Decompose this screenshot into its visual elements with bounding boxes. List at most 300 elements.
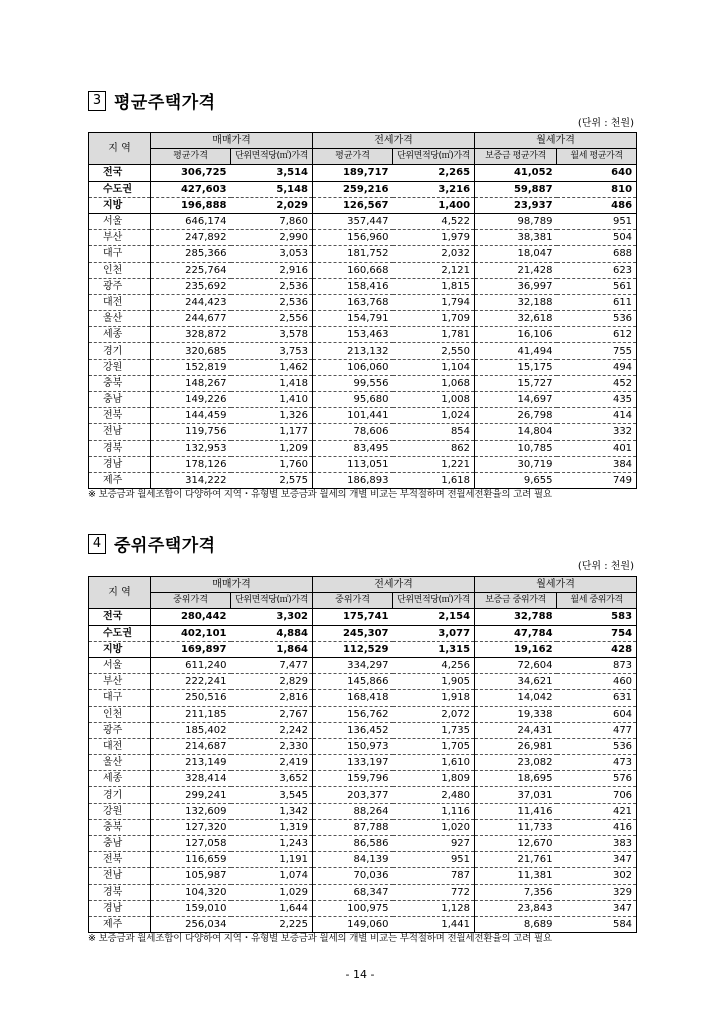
value-cell: 132,609 — [151, 803, 231, 819]
value-cell: 862 — [393, 440, 475, 456]
value-cell: 3,077 — [393, 625, 475, 641]
value-cell: 19,338 — [475, 706, 557, 722]
value-cell: 2,225 — [231, 916, 313, 932]
table-row — [89, 803, 637, 819]
value-cell: 83,495 — [313, 440, 393, 456]
value-cell: 1,979 — [393, 230, 475, 246]
value-cell: 32,618 — [475, 311, 557, 327]
value-cell: 150,973 — [313, 738, 393, 754]
value-cell: 21,761 — [475, 852, 557, 868]
value-cell: 927 — [393, 836, 475, 852]
value-cell: 1,644 — [231, 900, 313, 916]
average-price-table — [88, 132, 637, 489]
value-cell: 1,029 — [231, 884, 313, 900]
region-cell: 세종 — [89, 771, 151, 787]
value-cell: 2,121 — [393, 262, 475, 278]
value-cell: 148,267 — [151, 375, 231, 391]
value-cell: 11,381 — [475, 868, 557, 884]
value-cell: 1,209 — [231, 440, 313, 456]
value-cell: 1,610 — [393, 755, 475, 771]
value-cell: 14,697 — [475, 392, 557, 408]
header-deposit: 보증금 평균가격 — [475, 149, 557, 165]
table-row — [89, 375, 637, 391]
table-row — [89, 625, 637, 641]
value-cell: 285,366 — [151, 246, 231, 262]
header-rent: 월세 중위가격 — [557, 593, 637, 609]
table-row — [89, 706, 637, 722]
value-cell: 152,819 — [151, 359, 231, 375]
value-cell: 1,116 — [393, 803, 475, 819]
value-cell: 854 — [393, 424, 475, 440]
table-row — [89, 884, 637, 900]
region-cell: 제주 — [89, 472, 151, 488]
value-cell: 154,791 — [313, 311, 393, 327]
value-cell: 149,060 — [313, 916, 393, 932]
footnote: ※ 보증금과 월세조합이 다양하여 지역・유형별 보증금과 월세의 개별 비교는 부적절하며 전월세전환율의 고려 필요 — [88, 489, 552, 500]
table-row — [89, 246, 637, 262]
value-cell: 306,725 — [151, 165, 231, 181]
value-cell: 11,416 — [475, 803, 557, 819]
value-cell: 383 — [557, 836, 637, 852]
value-cell: 384 — [557, 456, 637, 472]
value-cell: 2,990 — [231, 230, 313, 246]
value-cell: 36,997 — [475, 278, 557, 294]
value-cell: 2,536 — [231, 278, 313, 294]
header-sale-avg: 평균가격 — [151, 149, 231, 165]
value-cell: 47,784 — [475, 625, 557, 641]
value-cell: 2,550 — [393, 343, 475, 359]
value-cell: 421 — [557, 803, 637, 819]
value-cell: 153,463 — [313, 327, 393, 343]
value-cell: 7,860 — [231, 213, 313, 229]
region-cell: 지방 — [89, 641, 151, 657]
region-cell: 서울 — [89, 657, 151, 673]
value-cell: 10,785 — [475, 440, 557, 456]
value-cell: 98,789 — [475, 213, 557, 229]
value-cell: 23,082 — [475, 755, 557, 771]
value-cell: 7,356 — [475, 884, 557, 900]
region-cell: 광주 — [89, 722, 151, 738]
value-cell: 105,987 — [151, 868, 231, 884]
value-cell: 196,888 — [151, 197, 231, 213]
table-row — [89, 755, 637, 771]
value-cell: 34,621 — [475, 674, 557, 690]
value-cell: 59,887 — [475, 181, 557, 197]
value-cell: 186,893 — [313, 472, 393, 488]
value-cell: 37,031 — [475, 787, 557, 803]
region-cell: 부산 — [89, 674, 151, 690]
value-cell: 175,741 — [313, 609, 393, 625]
header-deposit: 보증금 중위가격 — [475, 593, 557, 609]
value-cell: 299,241 — [151, 787, 231, 803]
value-cell: 1,864 — [231, 641, 313, 657]
header-jeonse: 전세가격 — [313, 133, 475, 149]
header-monthly: 월세가격 — [475, 133, 637, 149]
table-row — [89, 359, 637, 375]
table-row — [89, 311, 637, 327]
value-cell: 631 — [557, 690, 637, 706]
value-cell: 189,717 — [313, 165, 393, 181]
value-cell: 247,892 — [151, 230, 231, 246]
value-cell: 561 — [557, 278, 637, 294]
header-monthly: 월세가격 — [475, 577, 637, 593]
value-cell: 4,884 — [231, 625, 313, 641]
value-cell: 112,529 — [313, 641, 393, 657]
value-cell: 21,428 — [475, 262, 557, 278]
value-cell: 3,053 — [231, 246, 313, 262]
value-cell: 2,556 — [231, 311, 313, 327]
value-cell: 78,606 — [313, 424, 393, 440]
value-cell: 1,315 — [393, 641, 475, 657]
header-sale: 매매가격 — [151, 577, 313, 593]
header-jeonse-unit: 단위면적당(㎡)가격 — [393, 593, 475, 609]
value-cell: 149,226 — [151, 392, 231, 408]
page-number: - 14 - — [345, 968, 375, 981]
value-cell: 1,618 — [393, 472, 475, 488]
value-cell: 1,008 — [393, 392, 475, 408]
value-cell: 1,462 — [231, 359, 313, 375]
section-title-average — [88, 88, 216, 113]
value-cell: 126,567 — [313, 197, 393, 213]
region-cell: 충북 — [89, 375, 151, 391]
value-cell: 3,652 — [231, 771, 313, 787]
region-cell: 울산 — [89, 311, 151, 327]
value-cell: 84,139 — [313, 852, 393, 868]
value-cell: 2,072 — [393, 706, 475, 722]
region-cell: 충남 — [89, 392, 151, 408]
region-cell: 대구 — [89, 690, 151, 706]
value-cell: 169,897 — [151, 641, 231, 657]
value-cell: 357,447 — [313, 213, 393, 229]
table-row — [89, 722, 637, 738]
region-cell: 전북 — [89, 408, 151, 424]
value-cell: 611,240 — [151, 657, 231, 673]
value-cell: 213,149 — [151, 755, 231, 771]
value-cell: 1,410 — [231, 392, 313, 408]
value-cell: 473 — [557, 755, 637, 771]
header-jeonse-unit: 단위면적당(㎡)가격 — [393, 149, 475, 165]
value-cell: 95,680 — [313, 392, 393, 408]
value-cell: 347 — [557, 852, 637, 868]
value-cell: 68,347 — [313, 884, 393, 900]
value-cell: 1,400 — [393, 197, 475, 213]
region-cell: 대구 — [89, 246, 151, 262]
section-title-text: 중위주택가격 — [114, 536, 216, 556]
value-cell: 1,794 — [393, 294, 475, 310]
value-cell: 320,685 — [151, 343, 231, 359]
value-cell: 99,556 — [313, 375, 393, 391]
table-row — [89, 440, 637, 456]
value-cell: 1,809 — [393, 771, 475, 787]
value-cell: 88,264 — [313, 803, 393, 819]
region-cell: 인천 — [89, 706, 151, 722]
value-cell: 178,126 — [151, 456, 231, 472]
value-cell: 787 — [393, 868, 475, 884]
value-cell: 1,441 — [393, 916, 475, 932]
value-cell: 156,960 — [313, 230, 393, 246]
value-cell: 706 — [557, 787, 637, 803]
value-cell: 9,655 — [475, 472, 557, 488]
value-cell: 1,705 — [393, 738, 475, 754]
value-cell: 536 — [557, 311, 637, 327]
region-cell: 경남 — [89, 456, 151, 472]
header-jeonse: 전세가격 — [313, 577, 475, 593]
value-cell: 116,659 — [151, 852, 231, 868]
value-cell: 211,185 — [151, 706, 231, 722]
value-cell: 23,843 — [475, 900, 557, 916]
value-cell: 214,687 — [151, 738, 231, 754]
value-cell: 259,216 — [313, 181, 393, 197]
table-row — [89, 408, 637, 424]
table-row — [89, 787, 637, 803]
value-cell: 951 — [393, 852, 475, 868]
value-cell: 38,381 — [475, 230, 557, 246]
value-cell: 4,256 — [393, 657, 475, 673]
header-region: 지 역 — [89, 577, 151, 609]
value-cell: 3,753 — [231, 343, 313, 359]
region-cell: 대전 — [89, 294, 151, 310]
value-cell: 213,132 — [313, 343, 393, 359]
value-cell: 328,872 — [151, 327, 231, 343]
value-cell: 163,768 — [313, 294, 393, 310]
table-row — [89, 900, 637, 916]
value-cell: 3,216 — [393, 181, 475, 197]
value-cell: 1,418 — [231, 375, 313, 391]
value-cell: 3,302 — [231, 609, 313, 625]
value-cell: 646,174 — [151, 213, 231, 229]
median-price-table-body — [89, 609, 637, 933]
value-cell: 1,760 — [231, 456, 313, 472]
value-cell: 2,480 — [393, 787, 475, 803]
value-cell: 136,452 — [313, 722, 393, 738]
value-cell: 1,104 — [393, 359, 475, 375]
value-cell: 2,916 — [231, 262, 313, 278]
region-cell: 전남 — [89, 424, 151, 440]
value-cell: 225,764 — [151, 262, 231, 278]
value-cell: 113,051 — [313, 456, 393, 472]
value-cell: 32,188 — [475, 294, 557, 310]
section-number-box: 3 — [88, 91, 106, 111]
value-cell: 640 — [557, 165, 637, 181]
section-title-text: 평균주택가격 — [114, 93, 216, 113]
value-cell: 106,060 — [313, 359, 393, 375]
value-cell: 504 — [557, 230, 637, 246]
region-cell: 전남 — [89, 868, 151, 884]
value-cell: 30,719 — [475, 456, 557, 472]
region-cell: 강원 — [89, 359, 151, 375]
region-cell: 경북 — [89, 884, 151, 900]
value-cell: 329 — [557, 884, 637, 900]
value-cell: 416 — [557, 819, 637, 835]
value-cell: 4,522 — [393, 213, 475, 229]
region-cell: 경남 — [89, 900, 151, 916]
value-cell: 583 — [557, 609, 637, 625]
value-cell: 1,177 — [231, 424, 313, 440]
header-sale: 매매가격 — [151, 133, 313, 149]
value-cell: 23,937 — [475, 197, 557, 213]
value-cell: 486 — [557, 197, 637, 213]
value-cell: 87,788 — [313, 819, 393, 835]
value-cell: 86,586 — [313, 836, 393, 852]
region-cell: 전국 — [89, 609, 151, 625]
table-row — [89, 230, 637, 246]
value-cell: 203,377 — [313, 787, 393, 803]
header-jeonse-median: 중위가격 — [313, 593, 393, 609]
value-cell: 144,459 — [151, 408, 231, 424]
value-cell: 2,032 — [393, 246, 475, 262]
value-cell: 1,024 — [393, 408, 475, 424]
value-cell: 2,242 — [231, 722, 313, 738]
region-cell: 경기 — [89, 787, 151, 803]
table-row — [89, 852, 637, 868]
value-cell: 156,762 — [313, 706, 393, 722]
value-cell: 101,441 — [313, 408, 393, 424]
value-cell: 26,798 — [475, 408, 557, 424]
header-sale-unit: 단위면적당(㎡)가격 — [231, 593, 313, 609]
value-cell: 2,767 — [231, 706, 313, 722]
value-cell: 1,020 — [393, 819, 475, 835]
value-cell: 604 — [557, 706, 637, 722]
table-row — [89, 262, 637, 278]
value-cell: 24,431 — [475, 722, 557, 738]
value-cell: 14,042 — [475, 690, 557, 706]
value-cell: 7,477 — [231, 657, 313, 673]
value-cell: 1,342 — [231, 803, 313, 819]
table-row — [89, 392, 637, 408]
value-cell: 1,709 — [393, 311, 475, 327]
value-cell: 14,804 — [475, 424, 557, 440]
value-cell: 2,154 — [393, 609, 475, 625]
value-cell: 2,419 — [231, 755, 313, 771]
table-row — [89, 165, 637, 181]
value-cell: 119,756 — [151, 424, 231, 440]
value-cell: 688 — [557, 246, 637, 262]
value-cell: 245,307 — [313, 625, 393, 641]
value-cell: 1,918 — [393, 690, 475, 706]
table-row — [89, 609, 637, 625]
value-cell: 133,197 — [313, 755, 393, 771]
value-cell: 314,222 — [151, 472, 231, 488]
table-row — [89, 181, 637, 197]
value-cell: 2,816 — [231, 690, 313, 706]
table-row — [89, 868, 637, 884]
header-rent: 월세 평균가격 — [557, 149, 637, 165]
value-cell: 754 — [557, 625, 637, 641]
value-cell: 41,494 — [475, 343, 557, 359]
header-sale-unit: 단위면적당(㎡)가격 — [231, 149, 313, 165]
value-cell: 185,402 — [151, 722, 231, 738]
value-cell: 132,953 — [151, 440, 231, 456]
value-cell: 8,689 — [475, 916, 557, 932]
table-row — [89, 343, 637, 359]
value-cell: 1,326 — [231, 408, 313, 424]
region-cell: 충북 — [89, 819, 151, 835]
value-cell: 347 — [557, 900, 637, 916]
value-cell: 401 — [557, 440, 637, 456]
value-cell: 250,516 — [151, 690, 231, 706]
value-cell: 41,052 — [475, 165, 557, 181]
value-cell: 494 — [557, 359, 637, 375]
value-cell: 70,036 — [313, 868, 393, 884]
value-cell: 2,536 — [231, 294, 313, 310]
table-row — [89, 327, 637, 343]
region-cell: 경기 — [89, 343, 151, 359]
value-cell: 3,545 — [231, 787, 313, 803]
value-cell: 1,243 — [231, 836, 313, 852]
value-cell: 611 — [557, 294, 637, 310]
region-cell: 전북 — [89, 852, 151, 868]
region-cell: 충남 — [89, 836, 151, 852]
value-cell: 1,319 — [231, 819, 313, 835]
value-cell: 1,905 — [393, 674, 475, 690]
region-cell: 지방 — [89, 197, 151, 213]
region-cell: 전국 — [89, 165, 151, 181]
value-cell: 12,670 — [475, 836, 557, 852]
section-title-median — [88, 531, 216, 556]
value-cell: 1,815 — [393, 278, 475, 294]
unit-label: (단위 : 천원) — [577, 561, 634, 572]
table-row — [89, 424, 637, 440]
value-cell: 72,604 — [475, 657, 557, 673]
value-cell: 2,029 — [231, 197, 313, 213]
region-cell: 울산 — [89, 755, 151, 771]
unit-label: (단위 : 천원) — [577, 118, 634, 129]
value-cell: 1,781 — [393, 327, 475, 343]
value-cell: 244,677 — [151, 311, 231, 327]
value-cell: 18,047 — [475, 246, 557, 262]
value-cell: 15,727 — [475, 375, 557, 391]
value-cell: 26,981 — [475, 738, 557, 754]
value-cell: 159,796 — [313, 771, 393, 787]
footnote: ※ 보증금과 월세조합이 다양하여 지역・유형별 보증금과 월세의 개별 비교는 부적절하며 전월세전환율의 고려 필요 — [88, 933, 552, 944]
value-cell: 402,101 — [151, 625, 231, 641]
value-cell: 334,297 — [313, 657, 393, 673]
region-cell: 부산 — [89, 230, 151, 246]
value-cell: 2,575 — [231, 472, 313, 488]
value-cell: 477 — [557, 722, 637, 738]
value-cell: 414 — [557, 408, 637, 424]
value-cell: 159,010 — [151, 900, 231, 916]
value-cell: 11,733 — [475, 819, 557, 835]
table-row — [89, 456, 637, 472]
value-cell: 15,175 — [475, 359, 557, 375]
value-cell: 302 — [557, 868, 637, 884]
value-cell: 536 — [557, 738, 637, 754]
table-row — [89, 294, 637, 310]
region-cell: 대전 — [89, 738, 151, 754]
value-cell: 16,106 — [475, 327, 557, 343]
value-cell: 623 — [557, 262, 637, 278]
table-row — [89, 836, 637, 852]
value-cell: 3,578 — [231, 327, 313, 343]
table-row — [89, 197, 637, 213]
value-cell: 3,514 — [231, 165, 313, 181]
region-cell: 경북 — [89, 440, 151, 456]
value-cell: 5,148 — [231, 181, 313, 197]
value-cell: 2,265 — [393, 165, 475, 181]
value-cell: 2,829 — [231, 674, 313, 690]
value-cell: 127,058 — [151, 836, 231, 852]
value-cell: 332 — [557, 424, 637, 440]
header-jeonse-avg: 평균가격 — [313, 149, 393, 165]
value-cell: 584 — [557, 916, 637, 932]
value-cell: 1,068 — [393, 375, 475, 391]
value-cell: 951 — [557, 213, 637, 229]
table-row — [89, 657, 637, 673]
value-cell: 235,692 — [151, 278, 231, 294]
value-cell: 435 — [557, 392, 637, 408]
region-cell: 세종 — [89, 327, 151, 343]
